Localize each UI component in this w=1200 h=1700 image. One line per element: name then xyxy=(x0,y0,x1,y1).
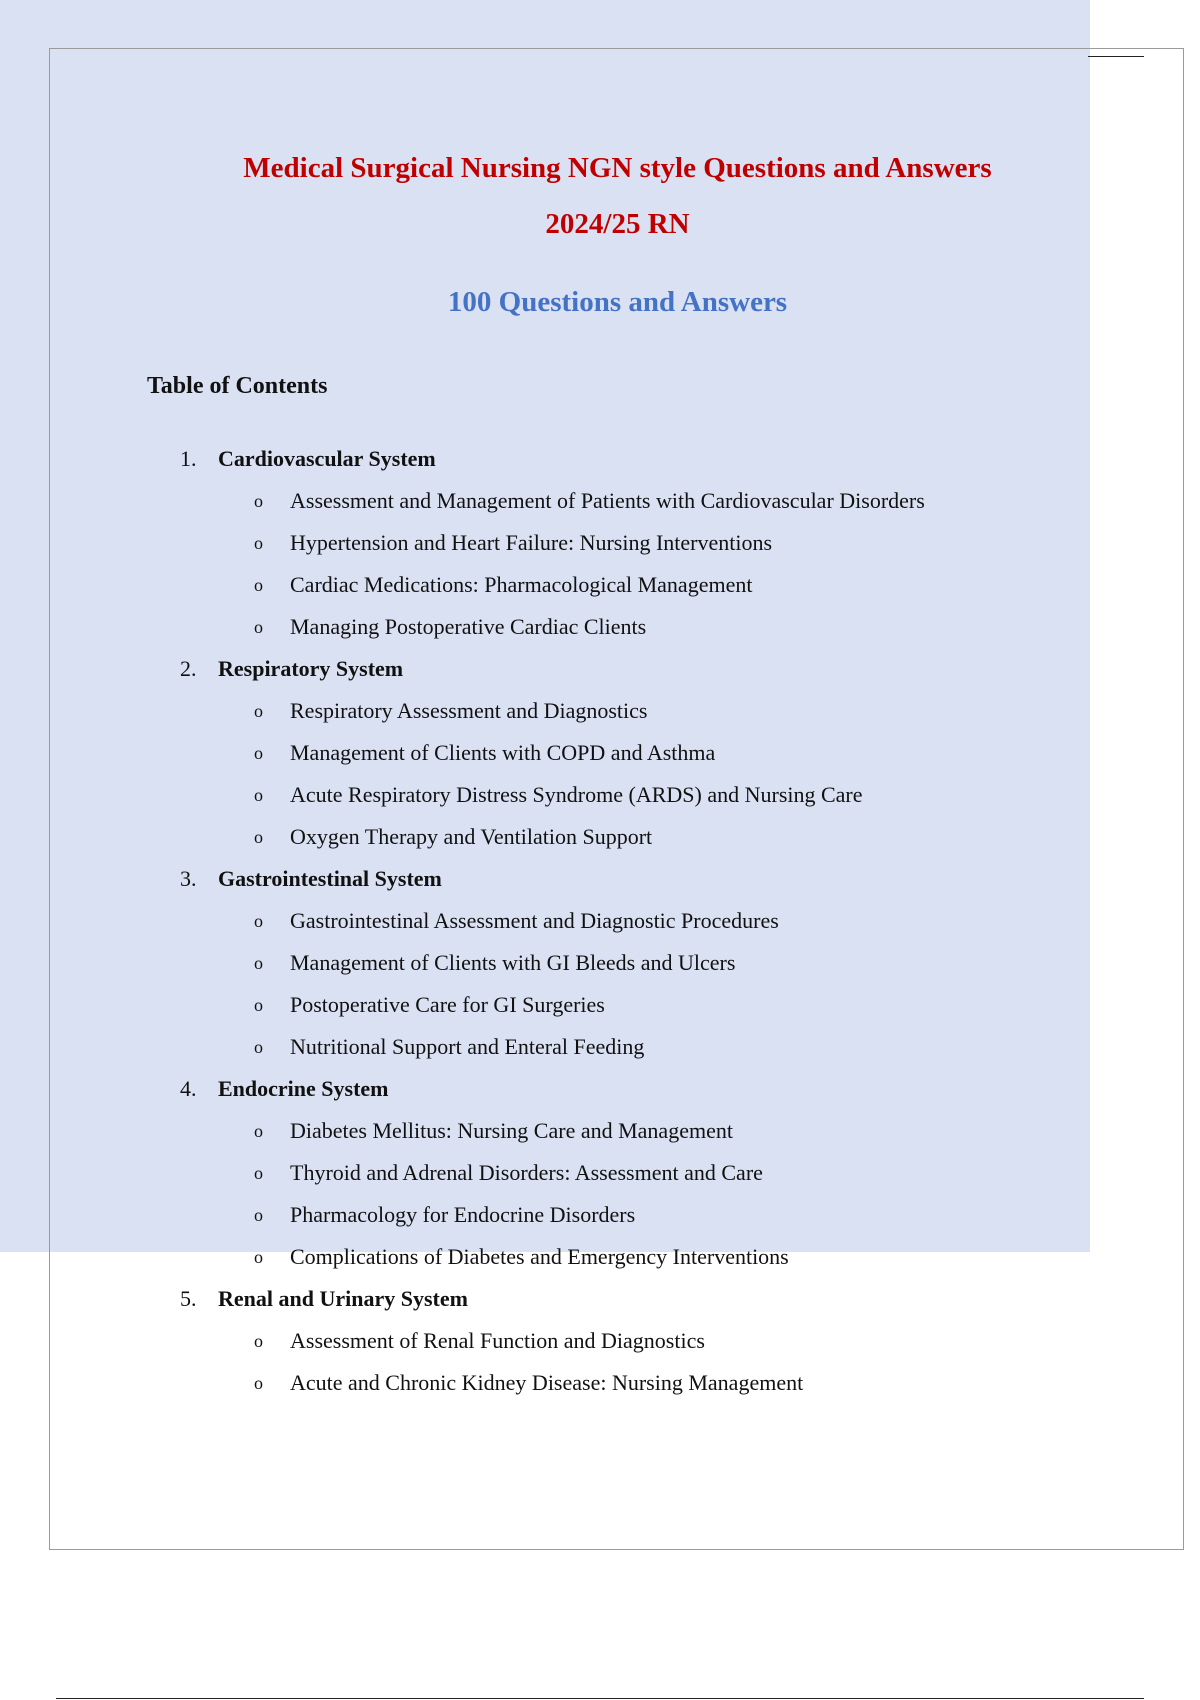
toc-subitem xyxy=(0,984,1200,1026)
toc-heading: Table of Contents xyxy=(147,373,328,399)
toc-section-number: 5. xyxy=(180,1286,197,1311)
toc-subitem-title: Complications of Diabetes and Emergency Interventions xyxy=(290,1244,789,1269)
hollow-bullet-icon: o xyxy=(254,827,263,847)
hollow-bullet-icon: o xyxy=(254,785,263,805)
toc-subitem xyxy=(0,732,1200,774)
toc-subitem-title: Postoperative Care for GI Surgeries xyxy=(290,992,605,1017)
toc-subitem xyxy=(0,606,1200,648)
toc-subitem xyxy=(0,1110,1200,1152)
hollow-bullet-icon: o xyxy=(254,911,263,931)
toc-subitem-title: Acute and Chronic Kidney Disease: Nursing Management xyxy=(290,1370,804,1395)
hollow-bullet-icon: o xyxy=(254,1163,263,1183)
hollow-bullet-icon: o xyxy=(254,617,263,637)
hollow-bullet-icon: o xyxy=(254,533,263,553)
toc-section xyxy=(0,438,1200,480)
toc-subitem xyxy=(0,1152,1200,1194)
toc-subitem-title: Management of Clients with GI Bleeds and Ulcers xyxy=(290,950,736,975)
document-title-line2: 2024/25 RN xyxy=(545,208,690,240)
toc-subitem xyxy=(0,1320,1200,1362)
toc-subitem xyxy=(0,690,1200,732)
document-title-line1: Medical Surgical Nursing NGN style Questions and Answers xyxy=(243,152,992,184)
toc-section-number: 4. xyxy=(180,1076,197,1101)
hollow-bullet-icon: o xyxy=(254,1205,263,1225)
toc-subitem-title: Diabetes Mellitus: Nursing Care and Management xyxy=(290,1118,733,1143)
toc-section xyxy=(0,858,1200,900)
hollow-bullet-icon: o xyxy=(254,1121,263,1141)
toc-subitem-title: Respiratory Assessment and Diagnostics xyxy=(290,698,648,723)
toc-subitem xyxy=(0,564,1200,606)
toc-subitem-title: Acute Respiratory Distress Syndrome (ARDS) and Nursing Care xyxy=(290,782,863,807)
document-title xyxy=(150,140,1085,252)
toc-subitem-title: Gastrointestinal Assessment and Diagnostic Procedures xyxy=(290,908,779,933)
hollow-bullet-icon: o xyxy=(254,953,263,973)
toc-subitem xyxy=(0,480,1200,522)
toc-section xyxy=(0,1068,1200,1110)
toc-subitem xyxy=(0,900,1200,942)
hollow-bullet-icon: o xyxy=(254,701,263,721)
toc-subitem xyxy=(0,1236,1200,1278)
toc-subitem-title: Managing Postoperative Cardiac Clients xyxy=(290,614,647,639)
toc-section-title: Respiratory System xyxy=(218,656,404,681)
table-of-contents xyxy=(0,438,1200,1404)
toc-subitem xyxy=(0,1026,1200,1068)
toc-subitem-title: Assessment of Renal Function and Diagnostics xyxy=(290,1328,705,1353)
toc-section-number: 2. xyxy=(180,656,197,681)
hollow-bullet-icon: o xyxy=(254,491,263,511)
toc-subitem xyxy=(0,1194,1200,1236)
toc-subitem xyxy=(0,942,1200,984)
hollow-bullet-icon: o xyxy=(254,1037,263,1057)
toc-section-number: 1. xyxy=(180,446,197,471)
toc-section-title: Endocrine System xyxy=(218,1076,389,1101)
hollow-bullet-icon: o xyxy=(254,743,263,763)
toc-section xyxy=(0,648,1200,690)
toc-subitem-title: Pharmacology for Endocrine Disorders xyxy=(290,1202,636,1227)
toc-section xyxy=(0,1278,1200,1320)
toc-subitem-title: Oxygen Therapy and Ventilation Support xyxy=(290,824,653,849)
toc-subitem xyxy=(0,816,1200,858)
toc-subitem-title: Assessment and Management of Patients with Cardiovascular Disorders xyxy=(290,488,925,513)
hollow-bullet-icon: o xyxy=(254,1373,263,1393)
toc-section-title: Gastrointestinal System xyxy=(218,866,442,891)
toc-subitem-title: Cardiac Medications: Pharmacological Management xyxy=(290,572,753,597)
hollow-bullet-icon: o xyxy=(254,1247,263,1267)
hollow-bullet-icon: o xyxy=(254,995,263,1015)
hollow-bullet-icon: o xyxy=(254,1331,263,1351)
toc-subitem xyxy=(0,774,1200,816)
toc-section-title: Renal and Urinary System xyxy=(218,1286,468,1311)
document-subtitle: 100 Questions and Answers xyxy=(447,286,788,318)
hollow-bullet-icon: o xyxy=(254,575,263,595)
toc-section-number: 3. xyxy=(180,866,197,891)
toc-subitem-title: Management of Clients with COPD and Asthma xyxy=(290,740,716,765)
toc-subitem-title: Hypertension and Heart Failure: Nursing Interventions xyxy=(290,530,773,555)
toc-section-title: Cardiovascular System xyxy=(218,446,436,471)
toc-subitem-title: Thyroid and Adrenal Disorders: Assessment and Care xyxy=(290,1160,763,1185)
toc-subitem-title: Nutritional Support and Enteral Feeding xyxy=(290,1034,645,1059)
toc-subitem xyxy=(0,522,1200,564)
toc-subitem xyxy=(0,1362,1200,1404)
